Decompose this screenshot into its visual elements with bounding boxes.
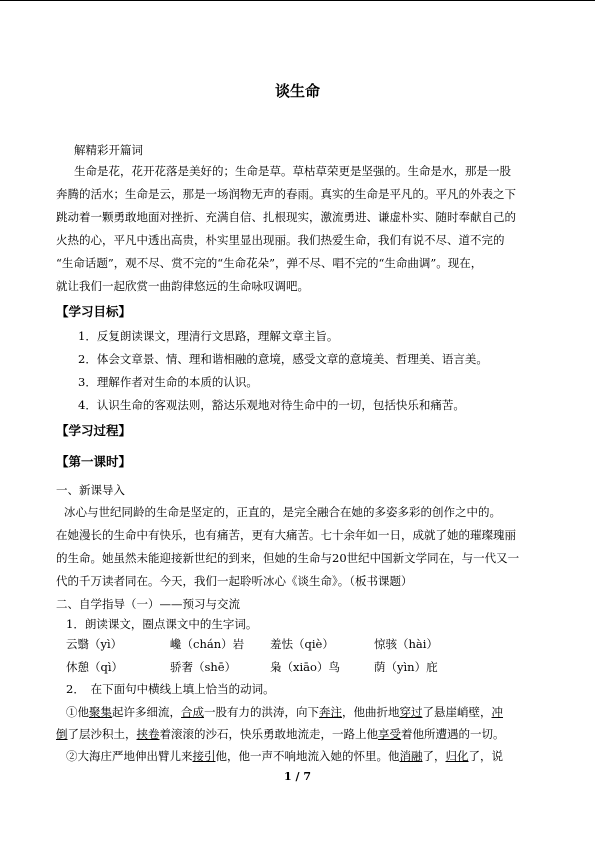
- goal-item: 3．理解作者对生命的本质的认识。: [78, 375, 258, 389]
- vocab-item: 巉（chán）岩: [170, 637, 245, 651]
- intro-line: 跳动着一颗勇敢地面对挫折、充满自信、扎根现实，激流勇进、谦虚朴实、随时奉献自己的: [56, 210, 516, 224]
- goal-item: 1．反复朗读课文，理清行文思路，理解文章主旨。: [78, 329, 339, 343]
- sentence-text: 他，他一声不响地流入她的怀里。他: [215, 749, 400, 763]
- page-title: 谈生命: [274, 82, 320, 100]
- task-line: 1．朗读课文，圈点课文中的生字词。: [66, 617, 258, 631]
- vocab-item: 枭（xiāo）鸟: [270, 660, 340, 674]
- task-line: 2． 在下面句中横线上填上恰当的动词。: [66, 682, 275, 696]
- intro-line: “生命话题”，观不尽、赏不完的“生命花朵”，弹不尽、唱不完的“生命曲调”。现在，: [56, 256, 483, 270]
- intro-line: 就让我们一起欣赏一曲韵律悠远的生命咏叹调吧。: [56, 279, 309, 293]
- sentence-text: 了层沙积土，: [67, 727, 137, 741]
- exercise-sentence: [56, 727, 505, 741]
- underlined-verb: 消融: [399, 749, 423, 763]
- body-line: 在她漫长的生命中有快乐，也有痛苦，更有大痛苦。七十余年如一日，成就了她的璀璨瑰丽: [56, 528, 516, 542]
- intro-line: 奔腾的活水；生命是云，那是一场润物无声的春雨。真实的生命是平凡的。平凡的外表之下: [56, 187, 516, 201]
- section-heading: 二、自学指导（一）——预习与交流: [56, 597, 240, 611]
- sentence-text: 着他所遭遇的一切。: [401, 727, 505, 741]
- vocab-row: [66, 637, 438, 651]
- underlined-verb: 接引: [192, 749, 216, 763]
- sentence-text: ，他曲折地: [342, 705, 400, 719]
- heading-lesson1: 【第一课时】: [56, 454, 132, 469]
- underlined-verb: 倒: [56, 727, 68, 741]
- underlined-verb: 聚集: [89, 705, 112, 719]
- underlined-verb: 穿过: [399, 705, 423, 719]
- section-heading: 一、新课导入: [56, 483, 125, 497]
- vocab-row: [66, 660, 438, 674]
- top-rule: [0, 0, 595, 1]
- sentence-text: 起许多细流，: [112, 705, 181, 719]
- exercise-sentence: [66, 749, 503, 763]
- body-line: 代的千万读者同在。今天，我们一起聆听冰心《谈生命》。（板书课题）: [56, 574, 413, 588]
- vocab-item: 羞怯（qiè）: [270, 637, 334, 651]
- underlined-verb: 享受: [378, 727, 401, 741]
- underlined-verb: 奔注: [319, 705, 342, 719]
- sentence-text: 了，说: [468, 749, 503, 763]
- vocab-item: 云翳（yì）: [66, 637, 123, 651]
- intro-line: 生命是花，花开花落是美好的；生命是草。草枯草荣更是坚强的。生命是水，那是一股: [74, 164, 511, 178]
- body-line: 的生命。她虽然未能迎接新世纪的到来，但她的生命与20世纪中国新文学同在，与一代又一: [56, 551, 520, 565]
- vocab-item: 荫（yìn）庇: [374, 660, 438, 674]
- heading-goals: 【学习目标】: [56, 304, 132, 319]
- exercise-sentence: [66, 705, 503, 719]
- underlined-verb: 挟卷: [136, 727, 160, 741]
- goal-item: 4．认识生命的客观法则，豁达乐观地对待生命中的一切，包括快乐和痛苦。: [78, 398, 465, 412]
- underlined-verb: 冲: [491, 705, 503, 719]
- sentence-text: 了，: [422, 749, 446, 763]
- underlined-verb: 归化: [445, 749, 469, 763]
- goal-item: 2．体会文章景、情、理和谐相融的意境，感受文章的意境美、哲理美、语言美。: [78, 352, 488, 366]
- intro-label: 解精彩开篇词: [74, 143, 143, 157]
- sentence-text: ①他: [66, 705, 89, 719]
- underlined-verb: 合成: [181, 705, 204, 719]
- vocab-item: 休憩（qì）: [66, 660, 124, 674]
- vocab-item: 惊骇（hài）: [374, 637, 438, 651]
- page-number: 1 / 7: [284, 770, 311, 783]
- vocab-item: 骄奢（shē）: [170, 660, 237, 674]
- intro-line: 火热的心，平凡中透出高贵，朴实里显出现丽。我们热爱生命，我们有说不尽、道不完的: [56, 233, 505, 247]
- sentence-text: 一股有力的洪涛，向下: [204, 705, 319, 719]
- sentence-text: ②大海庄严地伸出臂儿来: [66, 749, 193, 763]
- heading-process: 【学习过程】: [56, 423, 132, 438]
- body-line: 冰心与世纪同龄的生命是坚定的，正直的，是完全融合在她的多姿多彩的创作之中的。: [64, 505, 501, 519]
- sentence-text: 着滚滚的沙石，快乐勇敢地流走，一路上他: [159, 727, 378, 741]
- sentence-text: 了悬崖峭壁，: [422, 705, 492, 719]
